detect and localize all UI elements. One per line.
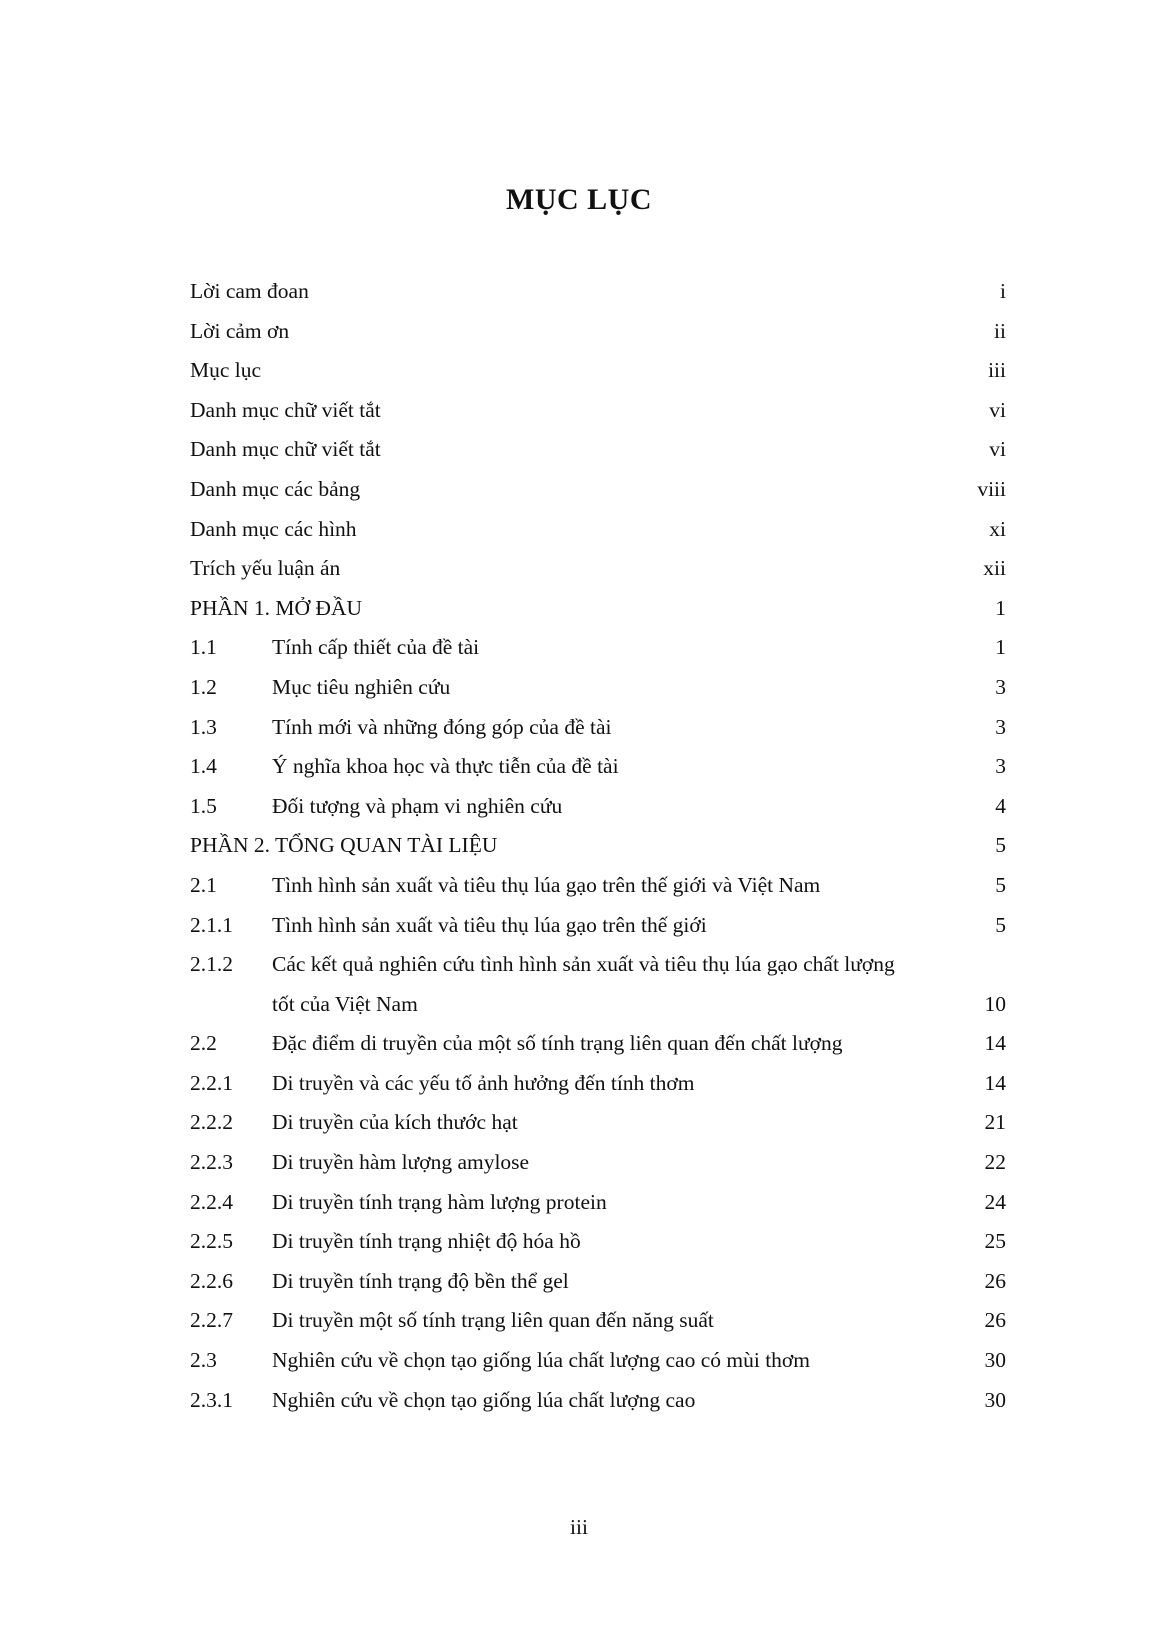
toc-entry-title: Di truyền một số tính trạng liên quan đến năng suất [272,1308,714,1333]
toc-entry [190,1222,1006,1262]
toc-entry-title: Di truyền tính trạng nhiệt độ hóa hồ [272,1229,581,1254]
toc-entry-title: Các kết quả nghiên cứu tình hình sản xuất và tiêu thụ lúa gạo chất lượng [272,952,895,977]
toc-entry-page: 25 [984,1229,1006,1254]
toc-entry-page: viii [977,476,1006,501]
toc-entry-title: Đặc điểm di truyền của một số tính trạng liên quan đến chất lượng [272,1031,843,1056]
toc-entry [190,510,1006,550]
toc-entry-page: vi [989,437,1006,462]
toc-entry [190,985,1006,1025]
toc-entry-title: Ý nghĩa khoa học và thực tiễn của đề tài [272,754,619,779]
toc-entry [190,470,1006,510]
toc-entry-title: Danh mục chữ viết tắt [190,397,381,422]
toc-entry-page: 5 [995,833,1006,858]
toc-entry-page: 21 [984,1110,1006,1135]
toc-entry [190,1064,1006,1104]
toc-entry [190,391,1006,431]
toc-entry-page: 14 [984,1031,1006,1056]
toc-entry-number: 2.3 [190,1348,217,1373]
toc-entry-title: Lời cảm ơn [190,318,290,343]
toc-entry-page: i [1000,279,1006,303]
toc-entry-number: 2.2.1 [190,1070,233,1095]
toc-entry-title: Di truyền và các yếu tố ảnh hưởng đến tính thơm [272,1070,695,1095]
toc-entry-title: Tính mới và những đóng góp của đề tài [272,714,612,739]
toc-entry-page: vi [989,397,1006,422]
toc-entry-title: tốt của Việt Nam [272,991,418,1016]
toc-entry [190,1024,1006,1064]
toc-entry-title: Danh mục chữ viết tắt [190,437,381,462]
toc-entry-number: 2.1.1 [190,912,233,937]
toc-entry [190,351,1006,391]
toc-entry-number: 2.2.2 [190,1110,233,1135]
toc-entry-page: 14 [984,1070,1006,1095]
toc-entry-page: xii [983,556,1006,581]
toc-entry-page: 30 [984,1387,1006,1412]
toc-entry [190,866,1006,906]
toc-entry-title: Mục tiêu nghiên cứu [272,674,451,699]
toc-entry-page: iii [988,358,1006,383]
toc-entry-title: Di truyền hàm lượng amylose [272,1150,530,1175]
toc-entry [190,668,1006,708]
toc-entry-title: PHẦN 1. MỞ ĐẦU [190,595,363,620]
toc-entry [190,1183,1006,1223]
toc-entry-title: Nghiên cứu về chọn tạo giống lúa chất lượng cao có mùi thơm [272,1348,811,1373]
toc-entry-page: 4 [995,793,1006,818]
toc-entry-page: 26 [984,1268,1006,1293]
toc-entry-page: 1 [995,595,1006,620]
toc-entry-page: 26 [984,1308,1006,1333]
toc-entry-title: Mục lục [190,358,262,383]
toc-entry-page: ii [994,318,1006,343]
toc-entry-number: 1.1 [190,635,217,660]
toc-entry-page: 10 [984,991,1006,1016]
toc-entry-title: Đối tượng và phạm vi nghiên cứu [272,793,563,818]
toc-entry-page: 3 [995,674,1006,699]
toc-entry [190,1143,1006,1183]
toc-entry-title: Nghiên cứu về chọn tạo giống lúa chất lượng cao [272,1387,696,1412]
table-of-contents [190,272,1006,1420]
toc-entry-number: 2.1 [190,872,217,897]
toc-entry-page: 5 [995,912,1006,937]
toc-entry-title: Di truyền tính trạng độ bền thể gel [272,1268,569,1293]
toc-entry [190,747,1006,787]
toc-entry-title: Di truyền tính trạng hàm lượng protein [272,1189,607,1214]
toc-entry [190,1262,1006,1302]
toc-entry-page: 22 [984,1150,1006,1175]
toc-entry-number: 2.1.2 [190,952,233,977]
toc-entry [190,549,1006,589]
toc-entry-title: Lời cam đoan [190,279,309,303]
toc-entry [190,787,1006,827]
toc-entry [190,430,1006,470]
toc-entry-title: Danh mục các bảng [190,476,361,501]
toc-entry [190,312,1006,352]
toc-entry-title: Tính cấp thiết của đề tài [272,635,480,660]
toc-entry [190,945,1006,985]
toc-entry [190,272,1006,312]
toc-entry-title: Di truyền của kích thước hạt [272,1110,518,1135]
toc-entry [190,826,1006,866]
toc-entry [190,906,1006,946]
toc-entry [190,1301,1006,1341]
toc-entry-title: Trích yếu luận án [190,556,341,581]
toc-entry-page: 24 [984,1189,1006,1214]
toc-entry-number: 1.3 [190,714,217,739]
toc-entry [190,589,1006,629]
toc-entry-page: xi [989,516,1006,541]
toc-entry-page: 3 [995,714,1006,739]
toc-entry [190,1103,1006,1143]
page-title: MỤC LỤC [506,183,652,216]
toc-entry-number: 1.2 [190,674,217,699]
toc-entry [190,1341,1006,1381]
page-number: iii [570,1515,588,1539]
toc-entry-number: 1.5 [190,793,217,818]
toc-entry-page: 3 [995,754,1006,779]
toc-entry-title: Danh mục các hình [190,516,357,541]
toc-entry-number: 1.4 [190,754,217,779]
toc-entry [190,1381,1006,1421]
toc-entry-number: 2.3.1 [190,1387,233,1412]
toc-entry-number: 2.2.7 [190,1308,233,1333]
toc-entry-page: 1 [995,635,1006,660]
toc-entry-number: 2.2.6 [190,1268,233,1293]
toc-entry-title: Tình hình sản xuất và tiêu thụ lúa gạo trên thế giới và Việt Nam [272,872,821,897]
toc-entry-number: 2.2.5 [190,1229,233,1254]
toc-entry [190,628,1006,668]
toc-entry-title: Tình hình sản xuất và tiêu thụ lúa gạo trên thế giới [272,912,707,937]
toc-entry-title: PHẦN 2. TỔNG QUAN TÀI LIỆU [190,833,498,858]
toc-entry [190,708,1006,748]
toc-entry-number: 2.2.3 [190,1150,233,1175]
toc-entry-page: 5 [995,872,1006,897]
toc-entry-page: 30 [984,1348,1006,1373]
toc-entry-number: 2.2.4 [190,1189,233,1214]
toc-entry-number: 2.2 [190,1031,217,1056]
